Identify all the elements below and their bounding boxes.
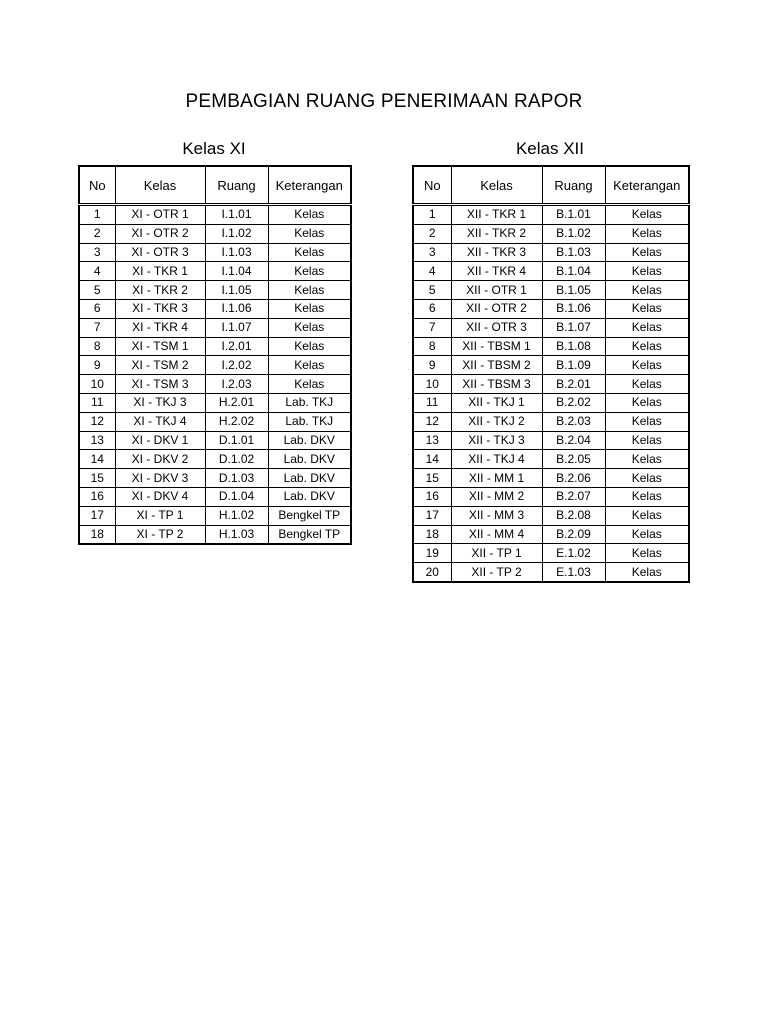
header-ruang: Ruang — [542, 166, 605, 205]
table-row — [79, 224, 351, 243]
cell-kelas: XI - DKV 2 — [115, 450, 205, 469]
table-row — [413, 431, 689, 450]
table-row — [413, 506, 689, 525]
cell-no: 16 — [79, 487, 115, 506]
cell-ruang: I.1.05 — [205, 281, 268, 300]
cell-kelas: XII - MM 2 — [451, 487, 542, 506]
cell-ruang: B.2.08 — [542, 506, 605, 525]
cell-keterangan: Lab. DKV — [268, 431, 351, 450]
cell-kelas: XII - MM 3 — [451, 506, 542, 525]
cell-no: 6 — [413, 299, 451, 318]
cell-kelas: XI - TSM 1 — [115, 337, 205, 356]
cell-no: 7 — [413, 318, 451, 337]
table-row — [413, 356, 689, 375]
cell-no: 9 — [79, 356, 115, 375]
cell-no: 16 — [413, 487, 451, 506]
cell-kelas: XII - TKR 1 — [451, 205, 542, 225]
cell-kelas: XII - OTR 1 — [451, 281, 542, 300]
cell-ruang: I.2.01 — [205, 337, 268, 356]
cell-keterangan: Kelas — [268, 318, 351, 337]
header-no: No — [79, 166, 115, 205]
table-row — [413, 450, 689, 469]
cell-no: 8 — [413, 337, 451, 356]
cell-no: 3 — [413, 243, 451, 262]
cell-kelas: XII - MM 1 — [451, 469, 542, 488]
table-row — [79, 262, 351, 281]
cell-ruang: B.1.04 — [542, 262, 605, 281]
table-row — [413, 563, 689, 582]
cell-ruang: I.1.01 — [205, 205, 268, 225]
cell-no: 18 — [79, 525, 115, 544]
header-keterangan: Keterangan — [268, 166, 351, 205]
cell-keterangan: Kelas — [605, 281, 689, 300]
cell-no: 18 — [413, 525, 451, 544]
cell-no: 15 — [79, 469, 115, 488]
cell-ruang: B.2.01 — [542, 375, 605, 394]
section-title-kelas-xi: Kelas XI — [182, 139, 246, 158]
cell-keterangan: Kelas — [605, 224, 689, 243]
cell-kelas: XII - TBSM 3 — [451, 375, 542, 394]
cell-ruang: I.1.04 — [205, 262, 268, 281]
cell-no: 11 — [79, 393, 115, 412]
cell-keterangan: Kelas — [605, 356, 689, 375]
table-row — [79, 356, 351, 375]
table-row — [79, 375, 351, 394]
table-row — [79, 281, 351, 300]
cell-ruang: B.1.08 — [542, 337, 605, 356]
cell-ruang: B.1.02 — [542, 224, 605, 243]
table-row — [413, 281, 689, 300]
cell-keterangan: Kelas — [268, 356, 351, 375]
cell-kelas: XII - TP 1 — [451, 544, 542, 563]
cell-ruang: B.2.09 — [542, 525, 605, 544]
table-row — [413, 544, 689, 563]
cell-keterangan: Kelas — [605, 299, 689, 318]
cell-kelas: XII - OTR 2 — [451, 299, 542, 318]
cell-keterangan: Kelas — [605, 412, 689, 431]
cell-no: 2 — [79, 224, 115, 243]
cell-kelas: XI - TKR 4 — [115, 318, 205, 337]
cell-ruang: I.2.02 — [205, 356, 268, 375]
table-row — [413, 393, 689, 412]
page-title: PEMBAGIAN RUANG PENERIMAAN RAPOR — [185, 91, 583, 112]
cell-keterangan: Kelas — [605, 563, 689, 582]
table-row — [79, 431, 351, 450]
cell-no: 20 — [413, 563, 451, 582]
cell-keterangan: Kelas — [605, 544, 689, 563]
cell-no: 10 — [413, 375, 451, 394]
cell-kelas: XI - DKV 3 — [115, 469, 205, 488]
cell-no: 14 — [79, 450, 115, 469]
cell-ruang: B.2.03 — [542, 412, 605, 431]
cell-keterangan: Kelas — [268, 375, 351, 394]
table-row — [413, 337, 689, 356]
cell-keterangan: Kelas — [268, 299, 351, 318]
header-keterangan: Keterangan — [605, 166, 689, 205]
cell-keterangan: Kelas — [268, 224, 351, 243]
cell-ruang: I.1.06 — [205, 299, 268, 318]
table-row — [413, 299, 689, 318]
table-header-row — [79, 166, 351, 205]
cell-keterangan: Lab. DKV — [268, 469, 351, 488]
cell-keterangan: Kelas — [605, 318, 689, 337]
cell-keterangan: Bengkel TP — [268, 525, 351, 544]
cell-no: 10 — [79, 375, 115, 394]
cell-no: 6 — [79, 299, 115, 318]
cell-ruang: B.1.06 — [542, 299, 605, 318]
cell-keterangan: Kelas — [605, 262, 689, 281]
cell-ruang: D.1.02 — [205, 450, 268, 469]
cell-ruang: D.1.03 — [205, 469, 268, 488]
cell-kelas: XI - TSM 2 — [115, 356, 205, 375]
cell-kelas: XII - TKR 2 — [451, 224, 542, 243]
cell-keterangan: Kelas — [605, 375, 689, 394]
table-row — [413, 487, 689, 506]
cell-kelas: XII - TBSM 2 — [451, 356, 542, 375]
table-row — [79, 525, 351, 544]
cell-keterangan: Kelas — [268, 205, 351, 225]
cell-no: 1 — [79, 205, 115, 225]
cell-keterangan: Kelas — [605, 337, 689, 356]
cell-ruang: B.2.06 — [542, 469, 605, 488]
cell-kelas: XII - TKR 4 — [451, 262, 542, 281]
table-row — [79, 412, 351, 431]
table-row — [413, 525, 689, 544]
cell-keterangan: Kelas — [605, 487, 689, 506]
cell-keterangan: Lab. DKV — [268, 450, 351, 469]
cell-no: 9 — [413, 356, 451, 375]
cell-ruang: E.1.03 — [542, 563, 605, 582]
cell-no: 13 — [79, 431, 115, 450]
cell-no: 12 — [413, 412, 451, 431]
cell-kelas: XII - TKR 3 — [451, 243, 542, 262]
cell-kelas: XII - TKJ 3 — [451, 431, 542, 450]
table-row — [79, 318, 351, 337]
cell-no: 8 — [79, 337, 115, 356]
cell-kelas: XI - OTR 2 — [115, 224, 205, 243]
table-header-row — [413, 166, 689, 205]
header-kelas: Kelas — [451, 166, 542, 205]
table-body-xi — [79, 205, 351, 545]
cell-no: 5 — [79, 281, 115, 300]
cell-kelas: XII - MM 4 — [451, 525, 542, 544]
header-ruang: Ruang — [205, 166, 268, 205]
cell-kelas: XI - TKJ 3 — [115, 393, 205, 412]
cell-ruang: H.2.01 — [205, 393, 268, 412]
table-row — [413, 243, 689, 262]
table-row — [413, 375, 689, 394]
cell-kelas: XI - OTR 3 — [115, 243, 205, 262]
cell-ruang: B.1.05 — [542, 281, 605, 300]
cell-kelas: XI - TP 1 — [115, 506, 205, 525]
cell-no: 3 — [79, 243, 115, 262]
cell-ruang: B.2.07 — [542, 487, 605, 506]
cell-no: 5 — [413, 281, 451, 300]
cell-keterangan: Kelas — [268, 243, 351, 262]
table-row — [79, 243, 351, 262]
table-row — [79, 506, 351, 525]
cell-kelas: XI - TP 2 — [115, 525, 205, 544]
cell-keterangan: Lab. TKJ — [268, 393, 351, 412]
table-row — [79, 469, 351, 488]
cell-kelas: XI - DKV 1 — [115, 431, 205, 450]
header-no: No — [413, 166, 451, 205]
cell-keterangan: Kelas — [605, 243, 689, 262]
cell-ruang: H.1.02 — [205, 506, 268, 525]
cell-kelas: XI - DKV 4 — [115, 487, 205, 506]
cell-no: 4 — [79, 262, 115, 281]
cell-keterangan: Kelas — [605, 506, 689, 525]
cell-kelas: XII - OTR 3 — [451, 318, 542, 337]
table-row — [413, 205, 689, 225]
cell-no: 2 — [413, 224, 451, 243]
cell-kelas: XII - TKJ 2 — [451, 412, 542, 431]
table-row — [413, 262, 689, 281]
cell-ruang: I.1.07 — [205, 318, 268, 337]
cell-kelas: XI - TKR 3 — [115, 299, 205, 318]
cell-kelas: XI - TKR 2 — [115, 281, 205, 300]
cell-kelas: XI - TSM 3 — [115, 375, 205, 394]
table-row — [79, 450, 351, 469]
cell-no: 17 — [79, 506, 115, 525]
cell-no: 12 — [79, 412, 115, 431]
cell-ruang: B.1.01 — [542, 205, 605, 225]
cell-kelas: XI - TKR 1 — [115, 262, 205, 281]
cell-no: 4 — [413, 262, 451, 281]
cell-no: 11 — [413, 393, 451, 412]
table-row — [79, 337, 351, 356]
cell-ruang: I.1.02 — [205, 224, 268, 243]
cell-no: 7 — [79, 318, 115, 337]
table-row — [79, 299, 351, 318]
table-row — [413, 469, 689, 488]
cell-keterangan: Bengkel TP — [268, 506, 351, 525]
table-row — [79, 487, 351, 506]
cell-keterangan: Lab. DKV — [268, 487, 351, 506]
cell-no: 15 — [413, 469, 451, 488]
cell-kelas: XII - TKJ 1 — [451, 393, 542, 412]
cell-keterangan: Kelas — [605, 525, 689, 544]
cell-keterangan: Kelas — [268, 281, 351, 300]
cell-ruang: H.1.03 — [205, 525, 268, 544]
table-row — [413, 318, 689, 337]
cell-keterangan: Kelas — [605, 469, 689, 488]
table-row — [413, 412, 689, 431]
section-title-kelas-xii: Kelas XII — [515, 139, 585, 158]
cell-ruang: B.2.02 — [542, 393, 605, 412]
cell-ruang: I.1.03 — [205, 243, 268, 262]
cell-ruang: B.1.03 — [542, 243, 605, 262]
table-kelas-xi — [78, 165, 352, 545]
table-kelas-xii — [412, 165, 690, 583]
cell-ruang: D.1.01 — [205, 431, 268, 450]
table-row — [413, 224, 689, 243]
cell-ruang: B.1.07 — [542, 318, 605, 337]
cell-ruang: E.1.02 — [542, 544, 605, 563]
cell-keterangan: Kelas — [605, 450, 689, 469]
cell-ruang: B.1.09 — [542, 356, 605, 375]
cell-keterangan: Kelas — [268, 262, 351, 281]
cell-keterangan: Kelas — [268, 337, 351, 356]
cell-no: 19 — [413, 544, 451, 563]
table-row — [79, 393, 351, 412]
cell-keterangan: Kelas — [605, 205, 689, 225]
cell-keterangan: Lab. TKJ — [268, 412, 351, 431]
cell-ruang: D.1.04 — [205, 487, 268, 506]
table-body-xii — [413, 205, 689, 582]
cell-ruang: I.2.03 — [205, 375, 268, 394]
cell-kelas: XII - TP 2 — [451, 563, 542, 582]
cell-keterangan: Kelas — [605, 393, 689, 412]
cell-ruang: H.2.02 — [205, 412, 268, 431]
cell-kelas: XII - TKJ 4 — [451, 450, 542, 469]
cell-ruang: B.2.05 — [542, 450, 605, 469]
cell-kelas: XII - TBSM 1 — [451, 337, 542, 356]
cell-ruang: B.2.04 — [542, 431, 605, 450]
cell-kelas: XI - OTR 1 — [115, 205, 205, 225]
table-row — [79, 205, 351, 225]
cell-kelas: XI - TKJ 4 — [115, 412, 205, 431]
cell-no: 1 — [413, 205, 451, 225]
cell-no: 14 — [413, 450, 451, 469]
cell-no: 13 — [413, 431, 451, 450]
header-kelas: Kelas — [115, 166, 205, 205]
cell-no: 17 — [413, 506, 451, 525]
cell-keterangan: Kelas — [605, 431, 689, 450]
